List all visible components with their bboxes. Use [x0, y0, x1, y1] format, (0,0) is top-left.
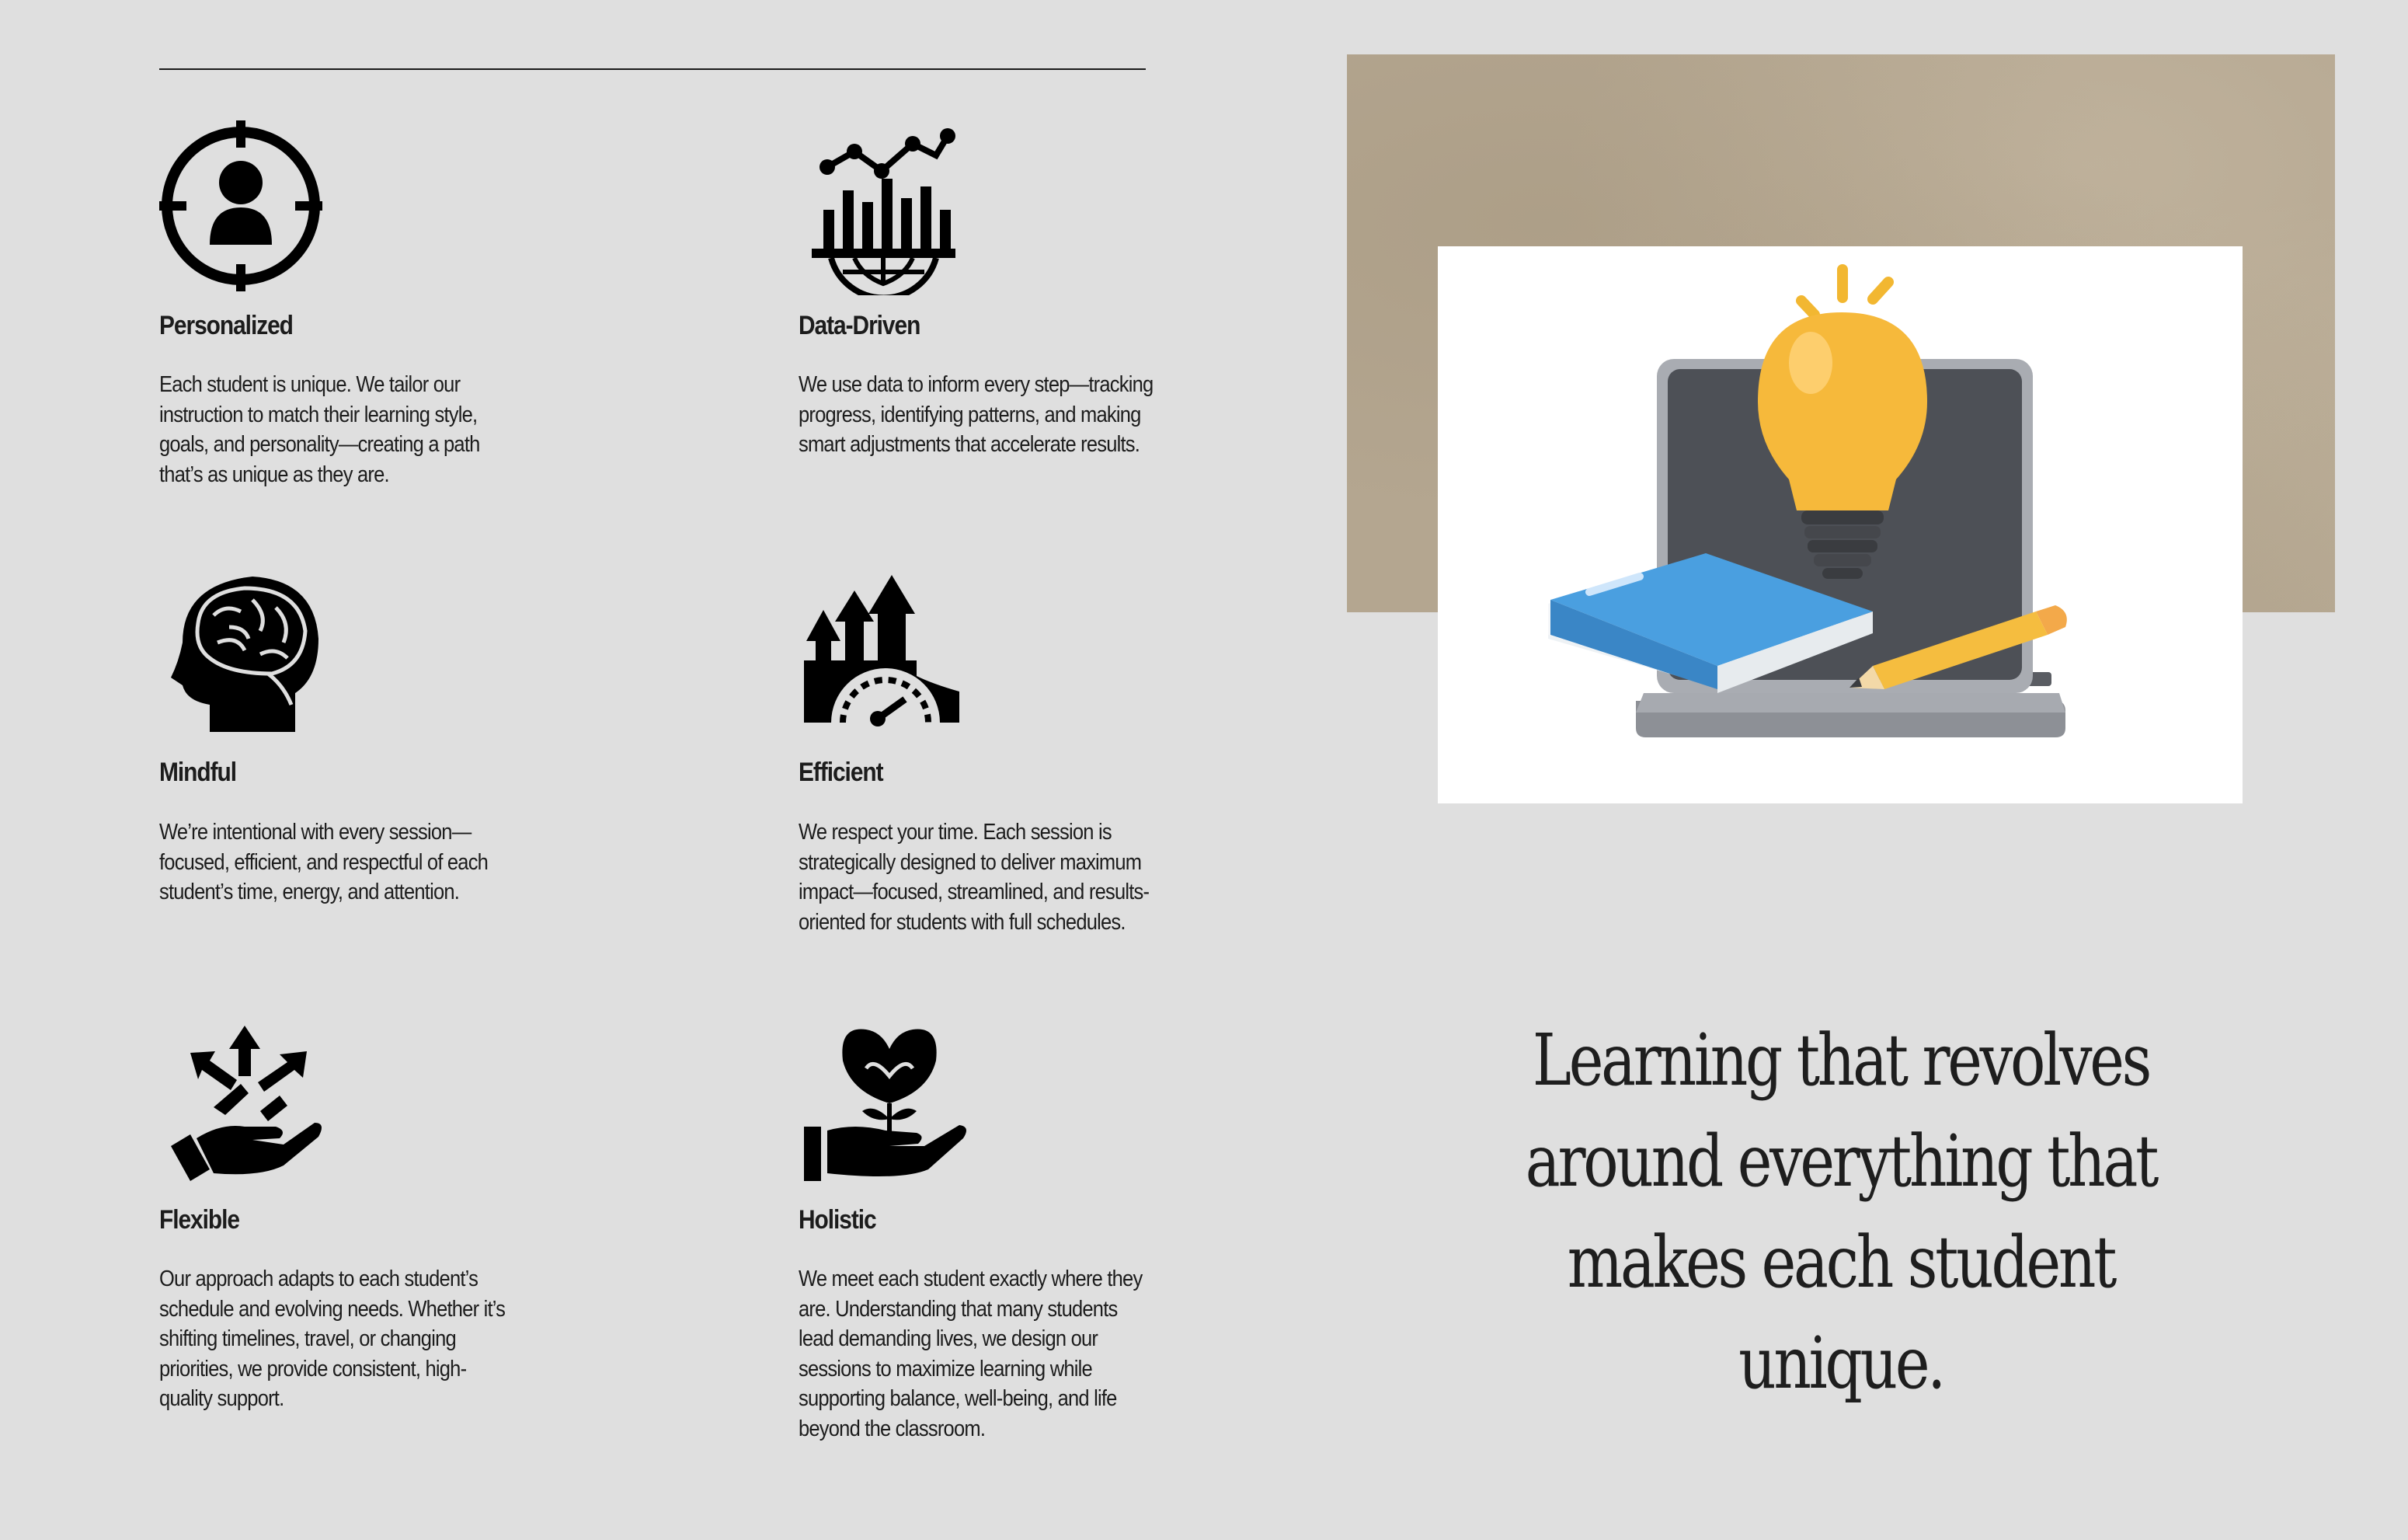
hero-quote: Learning that revolves around everything that makes each student unique. — [1525, 1019, 2157, 1405]
feature-title-data-driven: Data-Driven — [799, 311, 920, 340]
feature-title-holistic: Holistic — [799, 1205, 876, 1235]
feature-text-flexible: Our approach adapts to each student’s schedule and evolving needs. Whether it’s shifting timelines, travel, or changing priorities, we provide consistent, high-quality support. — [159, 1266, 506, 1412]
feature-title-efficient: Efficient — [799, 758, 883, 787]
feature-text-holistic: We meet each student exactly where they are. Understanding that many students lead demanding lives, we design our sessions to maximize learning while supporting balance, well-being, and life beyond the classroom. — [799, 1266, 1143, 1441]
hand-flower-icon — [800, 1018, 979, 1189]
feature-text-efficient: We respect your time. Each session is strategically designed to deliver maximum impact—focused, streamlined, and results-oriented for students with full schedules. — [799, 820, 1150, 935]
target-person-icon — [159, 120, 338, 291]
top-divider-rule — [159, 68, 1146, 70]
lightbulb-laptop-book-illustration — [1438, 246, 2243, 803]
data-chart-globe-icon — [808, 124, 987, 295]
feature-title-personalized: Personalized — [159, 311, 293, 340]
feature-title-flexible: Flexible — [159, 1205, 239, 1235]
feature-text-mindful: We’re intentional with every session—focused, efficient, and respectful of each student’s time, energy, and attention. — [159, 820, 489, 905]
feature-title-mindful: Mindful — [159, 758, 236, 787]
feature-text-personalized: Each student is unique. We tailor our instruction to match their learning style, goals, and personality—creating a path that’s as unique as they are. — [159, 372, 480, 487]
speedometer-arrows-icon — [800, 575, 979, 746]
brain-head-icon — [167, 569, 346, 740]
feature-text-data-driven: We use data to inform every step—tracking progress, identifying patterns, and making smart adjustments that accelerate results. — [799, 372, 1154, 458]
hand-arrows-icon — [167, 1022, 346, 1193]
